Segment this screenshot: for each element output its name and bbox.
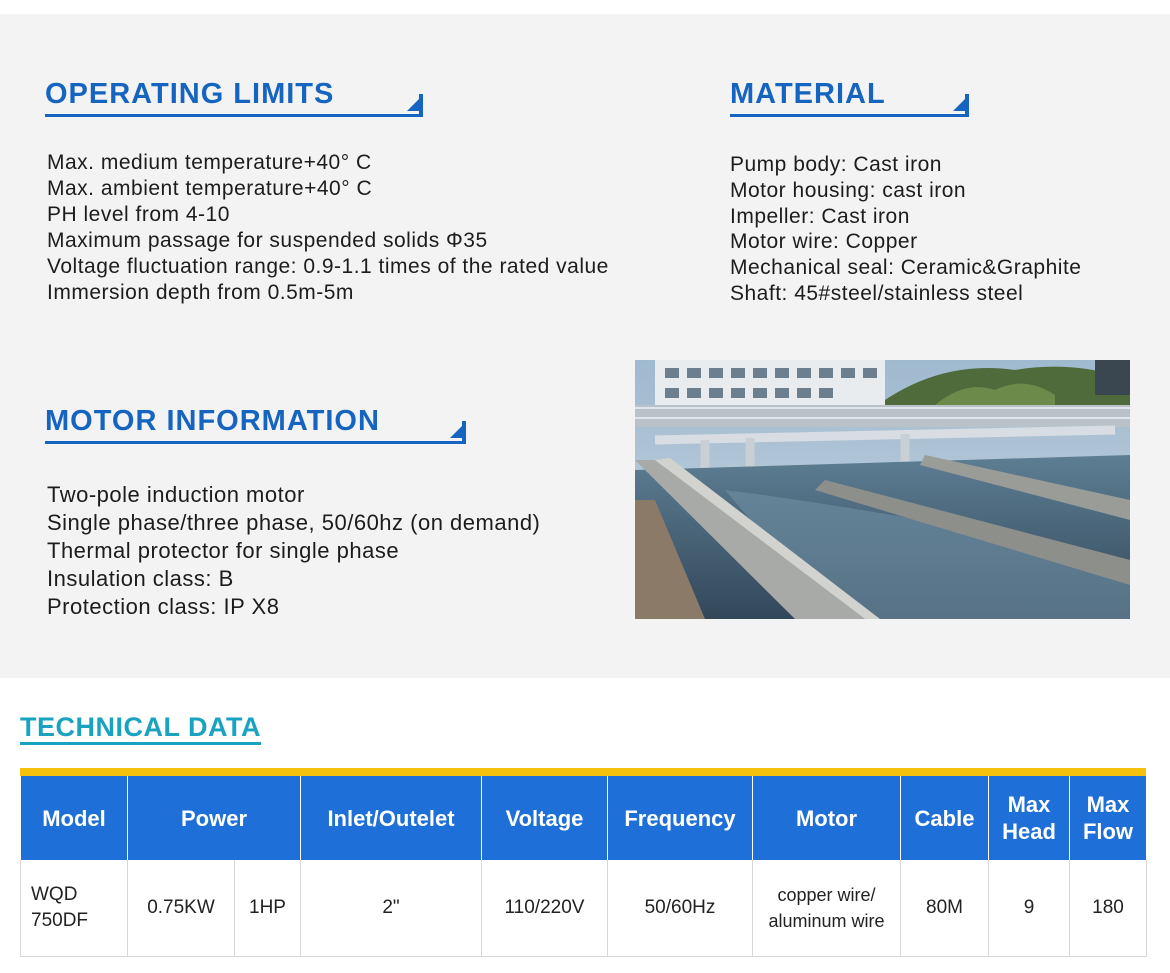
cell-max-head: 9 [989,860,1070,957]
technical-data-title: TECHNICAL DATA [20,712,261,745]
material-title: MATERIAL [730,78,886,110]
list-item: Max. medium temperature+40° C [47,151,372,174]
header-max-flow [1070,776,1147,860]
cell-frequency: 50/60Hz [608,860,753,957]
table-header-row [21,776,1147,860]
cell-power-kw: 0.75KW [128,860,235,957]
list-item: Voltage fluctuation range: 0.9-1.1 times of the rated value [47,255,609,278]
header-max-head [989,776,1070,860]
cell-model-line1: WQD [31,884,78,905]
heading-right-bar [965,94,969,117]
accent-bar [20,768,1146,776]
header-frequency: Frequency [608,776,753,860]
cell-cable: 80M [901,860,989,957]
header-inlet-outlet: Inlet/Outelet [301,776,482,860]
material-list [730,152,1081,307]
cell-model [21,860,128,957]
list-item: Mechanical seal: Ceramic&Graphite [730,256,1082,280]
list-item: Insulation class: B [47,566,234,591]
heading-underline [45,441,466,444]
header-voltage: Voltage [482,776,608,860]
cell-motor-line2: aluminum wire [768,911,885,931]
heading-underline [730,114,969,117]
table-row [21,860,1147,957]
cell-max-flow: 180 [1070,860,1147,957]
list-item: Maximum passage for suspended solids Φ35 [47,229,488,252]
operating-limits-heading [45,78,425,120]
header-power: Power [128,776,301,860]
list-item: Immersion depth from 0.5m-5m [47,281,354,304]
list-item: Pump body: Cast iron [730,153,942,176]
cell-power-hp: 1HP [235,860,301,957]
treatment-plant-photo [635,360,1130,619]
motor-information-heading [45,405,467,447]
material-heading [730,78,970,120]
list-item: Shaft: 45#steel/stainless steel [730,281,1024,305]
header-max-head-line1: Max [1007,792,1051,817]
list-item: Two-pole induction motor [47,482,305,507]
list-item: Impeller: Cast iron [730,204,910,228]
header-cable: Cable [901,776,989,860]
cell-motor [753,860,901,957]
heading-right-bar [419,94,423,117]
header-max-flow-line1: Max [1086,792,1130,817]
header-model: Model [21,776,128,860]
list-item: Motor housing: cast iron [730,178,967,202]
header-max-flow-line2: Flow [1082,819,1134,844]
operating-limits-title: OPERATING LIMITS [45,78,335,110]
cell-voltage: 110/220V [482,860,608,957]
motor-information-list [47,481,540,621]
operating-limits-list [47,150,609,306]
cell-motor-line1: copper wire/ [777,885,876,905]
list-item: Protection class: IP X8 [47,594,280,619]
header-max-head-line2: Head [1002,819,1056,844]
heading-right-bar [462,421,466,444]
heading-underline [45,114,423,117]
cell-model-line2: 750DF [31,910,89,931]
cell-inlet-outlet: 2" [301,860,482,957]
list-item: PH level from 4-10 [47,203,230,226]
motor-information-title: MOTOR INFORMATION [45,405,380,437]
list-item: Max. ambient temperature+40° C [47,177,373,200]
header-motor: Motor [753,776,901,860]
list-item: Single phase/three phase, 50/60hz (on demand) [47,510,541,535]
technical-data-table [20,776,1147,957]
list-item: Thermal protector for single phase [47,538,400,563]
list-item: Motor wire: Copper [730,230,918,254]
